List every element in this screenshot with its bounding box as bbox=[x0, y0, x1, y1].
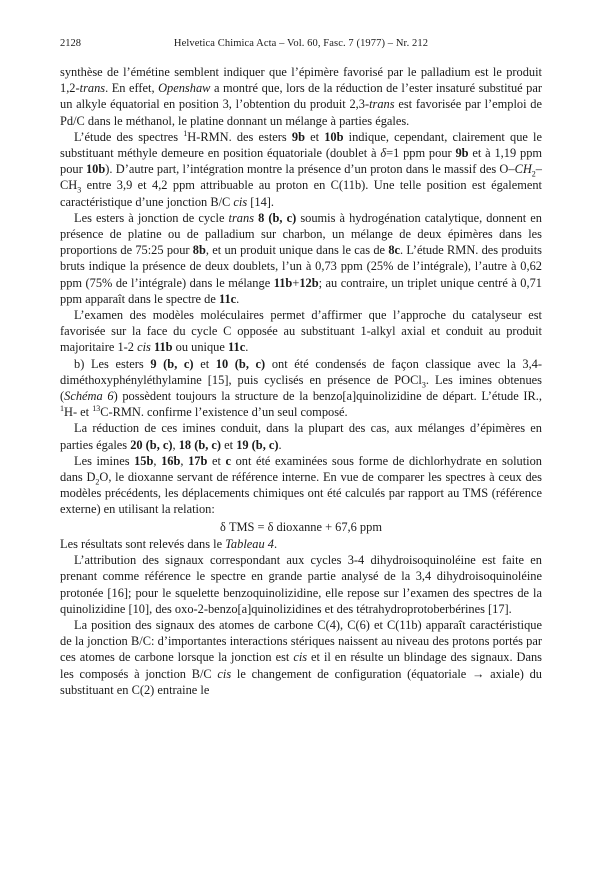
text-run: ont été condensés de façon classique avec la 3,4-diméthoxyphényléthylamine [15], puis cyclisés en présence de POCl bbox=[60, 356, 542, 387]
text-run: 9b bbox=[455, 146, 469, 161]
text-run: 8c bbox=[388, 243, 401, 258]
text-run: , bbox=[180, 453, 189, 468]
paragraph bbox=[60, 552, 542, 617]
text-run: , et un produit unique dans le cas de bbox=[205, 243, 389, 258]
text-run: 20 (b, c) bbox=[130, 437, 173, 452]
text-run: 8 (b, c) bbox=[258, 210, 297, 225]
text-run: ) possèdent toujours la structure de la benzo[a]quinolizidine de départ. L’étude IR., bbox=[113, 389, 543, 404]
text-run: . Les imines obtenues ( bbox=[60, 372, 542, 404]
text-run: 15b bbox=[134, 453, 154, 468]
text-run: –CH bbox=[60, 162, 542, 193]
text-run: H-RMN. des esters bbox=[187, 129, 292, 144]
text-run: ont été examinées sous forme de dichlorhydrate en solution dans D bbox=[60, 453, 542, 485]
text-run: + bbox=[292, 275, 300, 290]
text-run: Les esters à jonction de cycle bbox=[74, 210, 229, 225]
text-run: trans bbox=[369, 97, 395, 112]
text-run: 11c bbox=[218, 291, 237, 306]
text-run: Les imines bbox=[74, 453, 135, 468]
text-run: entre 3,9 et 4,2 ppm attribuable au proton en C(11b). Une telle position est également caractéristique d’une jonction B/C bbox=[60, 178, 542, 209]
text-run: cis bbox=[233, 194, 248, 209]
text-run: ; au contraire, un triplet unique centré à 0,71 ppm apparaît dans le spectre de bbox=[60, 275, 542, 306]
page-number: 2128 bbox=[60, 38, 81, 49]
text-run: 16b bbox=[161, 453, 181, 468]
paragraph bbox=[60, 420, 542, 452]
text-run: 10 (b, c) bbox=[215, 356, 266, 371]
text-run: Schéma 6 bbox=[64, 389, 114, 404]
text-run: 9 (b, c) bbox=[150, 356, 194, 371]
text-run: O, le dioxanne servant de référence interne. En vue de comparer les spectres à ceux des modèles précédents, les déplacements chimiques ont été calculés par rapport au TMS (référence externe) en utilisant la relation: bbox=[60, 470, 542, 517]
paragraph bbox=[60, 307, 542, 356]
text-run: et bbox=[207, 453, 226, 468]
text-run: trans bbox=[79, 81, 106, 96]
text-run: et bbox=[304, 129, 325, 144]
paragraph bbox=[60, 356, 542, 421]
paragraph bbox=[60, 536, 542, 552]
text-run: [14]. bbox=[247, 194, 275, 209]
text-run: cis bbox=[293, 650, 308, 665]
text-run: L’attribution des signaux correspondant aux cycles 3-4 dihydroisoquinoléine est faite en prenant comme référence le spectre en grande partie analysé de la 3,4 dihydroisoquinoléine protonée [16]; pour le squelette benzoquinolizidine, elle repose sur l’examen des spectres de la quinolizidine [10], des oxo-2-benzo[a]quinolizidines et des tétrahydroprotoberbérines [17]. bbox=[60, 553, 542, 616]
text-run: 3 bbox=[421, 380, 426, 390]
text-run: 17b bbox=[188, 453, 208, 468]
text-run: est favorisée par l’emploi de Pd/C dans le méthanol, le platine donnant un mélange à parties égales. bbox=[60, 97, 542, 128]
text-run: H bbox=[522, 162, 532, 177]
text-run: soumis à hydrogénation catalytique, donnent en présence de platine ou de palladium sur charbon, un mélange de deux épimères dans les proportions de 75:25 pour bbox=[60, 210, 542, 258]
text-run: 8b bbox=[192, 243, 206, 258]
text-run: et à 1,19 ppm pour bbox=[60, 146, 543, 177]
text-run: 2 bbox=[95, 477, 100, 487]
text-run: C bbox=[514, 162, 523, 177]
text-run: indique, cependant, clairement que le substituant méthyle demeure en position équatoriale (doublet à bbox=[60, 129, 542, 161]
text-run: , bbox=[172, 437, 179, 452]
text-run: C-RMN. confirme l’existence d’un seul composé. bbox=[100, 405, 348, 420]
paragraph bbox=[60, 129, 542, 210]
text-run: Les résultats sont relevés dans le bbox=[60, 536, 226, 551]
running-header bbox=[60, 38, 542, 54]
text-run: Tableau 4 bbox=[225, 536, 274, 551]
text-run: 11c bbox=[227, 340, 246, 355]
text-run: Openshaw bbox=[158, 81, 211, 96]
text-run: ). D’autre part, l’intégration montre la présence d’un proton dans le massif des O– bbox=[105, 162, 515, 177]
text-run: . En effet, bbox=[105, 81, 159, 96]
text-run: 10b bbox=[85, 162, 106, 177]
journal-page bbox=[60, 38, 542, 698]
text-run: 1 bbox=[183, 128, 188, 138]
text-run: ou unique bbox=[172, 340, 228, 355]
body-text-before-equation bbox=[60, 64, 542, 518]
text-run: L’examen des modèles moléculaires permet d’affirmer que l’approche du catalyseur est favorisée sur la face du cycle C opposée au substituant 1-alkyl axial et conduit au produit majoritaire 1-2 bbox=[60, 308, 542, 355]
text-run: le changement de configuration (équatoriale → axiale) du substituant en C(2) entraine le bbox=[60, 666, 543, 697]
paragraph bbox=[60, 617, 542, 698]
text-run: c bbox=[225, 453, 231, 468]
text-run: 11b bbox=[153, 340, 173, 355]
text-run: =1 ppm pour bbox=[386, 146, 456, 161]
equation: δ TMS = δ dioxanne + 67,6 ppm bbox=[220, 519, 382, 534]
paragraph bbox=[60, 210, 542, 307]
text-run: . bbox=[273, 536, 278, 551]
text-run: δ bbox=[380, 146, 387, 161]
text-run: et bbox=[193, 356, 216, 371]
text-run: H- et bbox=[64, 405, 93, 420]
text-run: 19 (b, c) bbox=[236, 437, 279, 452]
text-run: cis bbox=[217, 666, 232, 681]
text-run: La position des signaux des atomes de carbone C(4), C(6) et C(11b) apparaît caractéristique de la jonction B/C: d’importantes interactions stériques naissent au niveau des protons portés par ces atomes de carbone lorsque la jonction est bbox=[60, 617, 542, 665]
text-run: 9b bbox=[291, 129, 305, 144]
text-run: 18 (b, c) bbox=[178, 437, 222, 452]
text-run: et bbox=[221, 437, 237, 452]
text-run: synthèse de l’émétine semblent indiquer que l’épimère favorisé par le palladium est le produit 1,2- bbox=[60, 65, 542, 96]
text-run: La réduction de ces imines conduit, dans la plupart des cas, aux mélanges d’épimères en parties égales bbox=[60, 421, 542, 452]
text-run: 3 bbox=[77, 185, 82, 195]
text-run: . bbox=[245, 340, 249, 355]
text-run: 12b bbox=[299, 275, 319, 290]
text-run: 13 bbox=[92, 404, 101, 414]
text-run: . bbox=[278, 437, 282, 452]
paragraph bbox=[60, 453, 542, 518]
text-run: 11b bbox=[273, 275, 293, 290]
text-run: a montré que, lors de la réduction de l’ester insaturé substitué par un alkyle équatorial en position 3, l’obtention du produit 2,3- bbox=[60, 81, 542, 112]
text-run: b) Les esters bbox=[74, 356, 151, 371]
paragraph bbox=[60, 64, 542, 129]
text-run: trans bbox=[228, 210, 255, 225]
text-run: 1 bbox=[60, 404, 64, 414]
text-run: , bbox=[153, 453, 162, 468]
text-run: L’étude des spectres bbox=[74, 129, 184, 144]
text-run: 2 bbox=[531, 169, 536, 179]
body-text-after-equation bbox=[60, 536, 542, 698]
text-run: . L’étude RMN. des produits bruts indique la présence de deux doublets, l’un à 0,73 ppm (25% de l’intégrale), l’autre à 0,62 ppm (75% de l’intégrale) dans le mélange bbox=[60, 243, 543, 290]
text-run: . bbox=[236, 291, 240, 306]
text-run: et il en résulte un blindage des signaux. Dans les composés à jonction B/C bbox=[60, 650, 542, 681]
text-run: 10b bbox=[324, 129, 344, 144]
running-title: Helvetica Chimica Acta – Vol. 60, Fasc. 7 (1977) – Nr. 212 bbox=[173, 38, 429, 49]
text-run: cis bbox=[137, 340, 151, 355]
